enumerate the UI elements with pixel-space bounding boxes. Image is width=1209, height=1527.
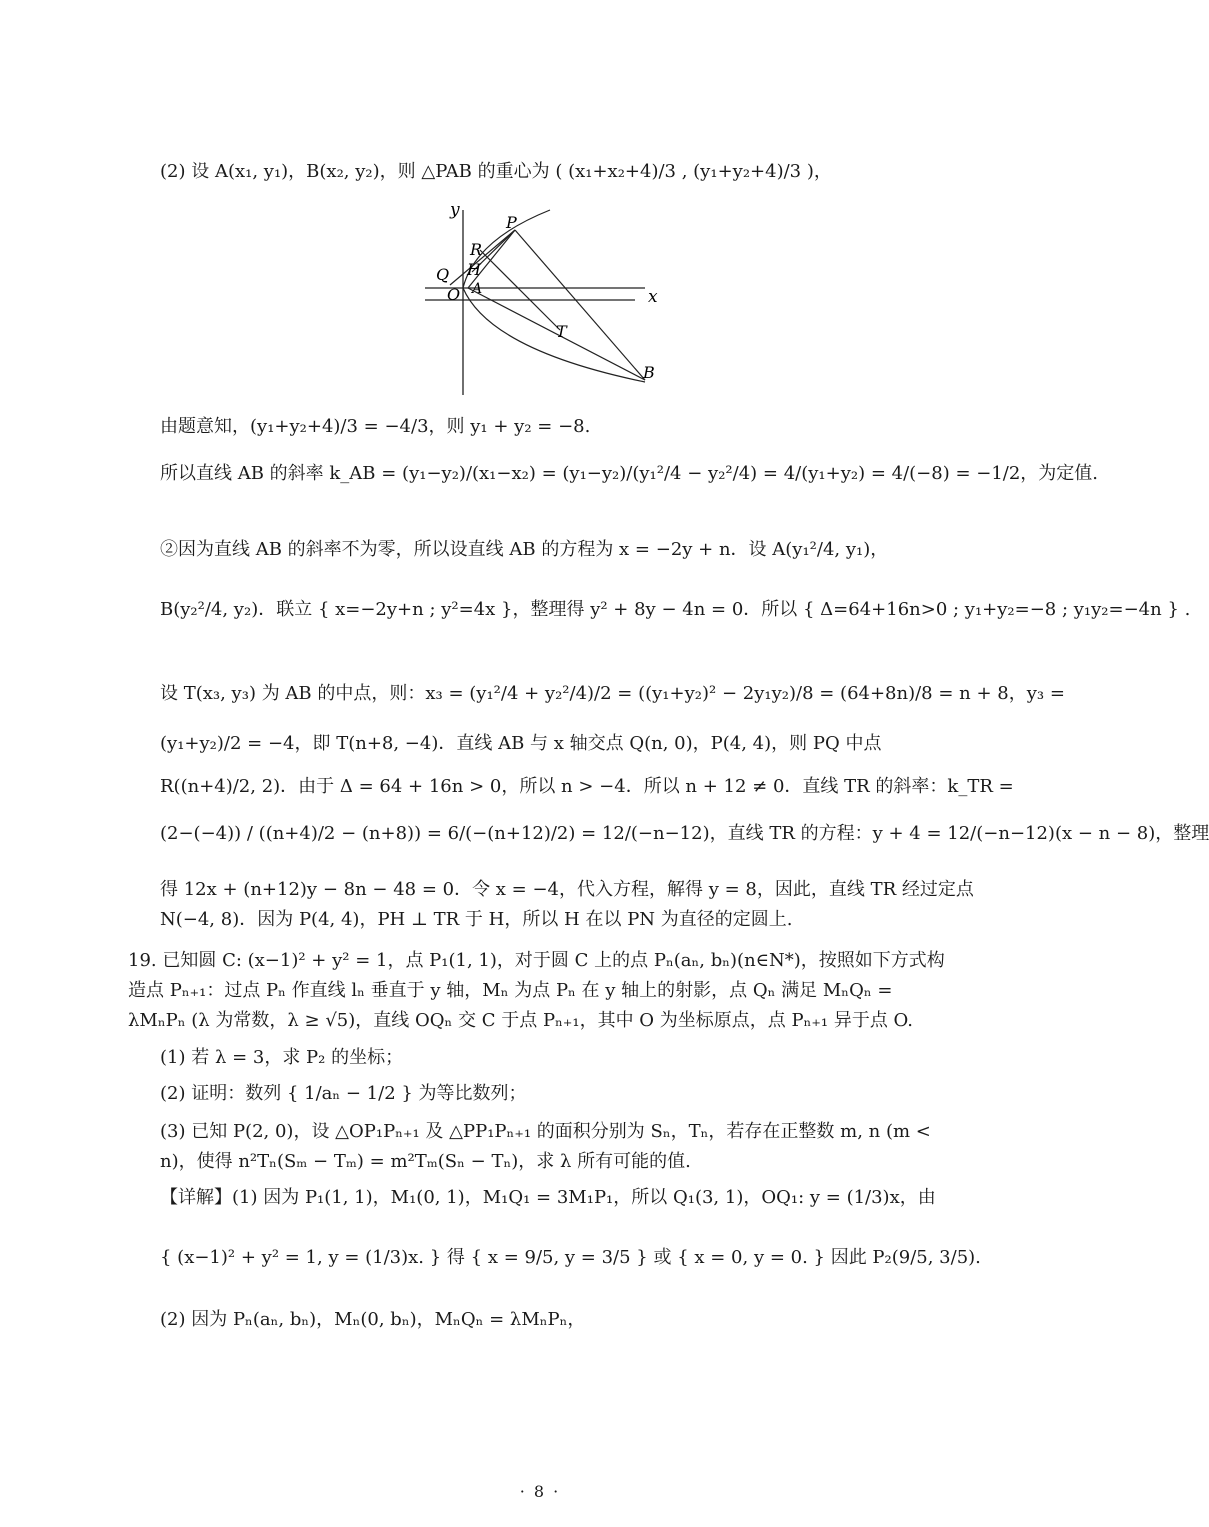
label-H: H (467, 260, 481, 279)
solution-line-1: (2) 设 A(x₁, y₁)，B(x₂, y₂)，则 △PAB 的重心为 ( (x₁+x₂+4)/3 , (y₁+y₂+4)/3 )， (160, 161, 832, 182)
solution-line-11: N(−4, 8)．因为 P(4, 4)，PH ⊥ TR 于 H，所以 H 在以 PN 为直径的定圆上. (160, 909, 793, 930)
label-O: O (447, 285, 461, 304)
solution-line-8: R((n+4)/2, 2)．由于 Δ = 64 + 16n > 0，所以 n > −4．所以 n + 12 ≠ 0．直线 TR 的斜率：k_TR = (160, 776, 1014, 797)
parabola-lower (463, 288, 645, 382)
solution-line-3: 所以直线 AB 的斜率 k_AB = (y₁−y₂)/(x₁−x₂) = (y₁−y₂)/(y₁²/4 − y₂²/4) = 4/(y₁+y₂) = 4/(−8) = −1/2，为定值. (160, 463, 1099, 484)
solution-19-part2: (2) 因为 Pₙ(aₙ, bₙ)，Mₙ(0, bₙ)，MₙQₙ = λMₙPₙ， (160, 1309, 586, 1330)
label-B: B (643, 363, 655, 382)
solution-line-6: 设 T(x₃, y₃) 为 AB 的中点，则：x₃ = (y₁²/4 + y₂²/4)/2 = ((y₁+y₂)² − 2y₁y₂)/8 = (64+8n)/8 = n + 8，y₃ = (160, 683, 1065, 704)
label-y: y (450, 200, 460, 220)
solution-19-part1b: { (x−1)² + y² = 1, y = (1/3)x. } 得 { x = 9/5, y = 3/5 } 或 { x = 0, y = 0. } 因此 P₂(9/5, 3/5). (160, 1247, 981, 1268)
label-T: T (556, 322, 567, 341)
parabola-figure (420, 200, 680, 400)
solution-line-9: (2−(−4)) / ((n+4)/2 − (n+8)) = 6/(−(n+12)/2) = 12/(−n−12)，直线 TR 的方程：y + 4 = 12/(−n−12)(x − n − 8)，整理 (160, 823, 1209, 844)
label-P: P (506, 213, 517, 232)
solution-line-2: 由题意知，(y₁+y₂+4)/3 = −4/3，则 y₁ + y₂ = −8. (160, 416, 591, 437)
label-x: x (648, 287, 658, 307)
question-19-part2: (2) 证明：数列 { 1/aₙ − 1/2 } 为等比数列； (160, 1083, 527, 1104)
solution-line-10: 得 12x + (n+12)y − 8n − 48 = 0．令 x = −4，代入方程，解得 y = 8，因此，直线 TR 经过定点 (160, 879, 974, 900)
solution-line-5: B(y₂²/4, y₂)．联立 { x=−2y+n ; y²=4x }，整理得 y² + 8y − 4n = 0．所以 { Δ=64+16n>0 ; y₁+y₂=−8 ; y₁y₂=−4n } . (160, 599, 1191, 620)
label-R: R (470, 240, 483, 259)
question-19-stem: 19. 已知圆 C: (x−1)² + y² = 1，点 P₁(1, 1)，对于圆 C 上的点 Pₙ(aₙ, bₙ)(n∈N*)，按照如下方式构造点 Pₙ₊₁：过点 Pₙ 作直线 lₙ 垂直于 y 轴，Mₙ 为点 Pₙ 在 y 轴上的射影，点 Qₙ 满足 MₙQₙ = λMₙPₙ (λ 为常数，λ ≥ √5)，直线 OQₙ 交 C 于点 Pₙ₊₁，其中 O 为坐标原点，点 Pₙ₊₁ 异于点 O. (128, 950, 945, 1031)
line-PQ (450, 230, 515, 285)
line-RT (480, 250, 560, 330)
label-A: A (472, 281, 483, 297)
solution-line-7: (y₁+y₂)/2 = −4，即 T(n+8, −4)．直线 AB 与 x 轴交点 Q(n, 0)，P(4, 4)，则 PQ 中点 (160, 733, 882, 754)
label-Q: Q (436, 265, 450, 284)
line-PA (468, 230, 515, 288)
solution-19-part1: 【详解】(1) 因为 P₁(1, 1)，M₁(0, 1)，M₁Q₁ = 3M₁P₁，所以 Q₁(3, 1)，OQ₁: y = (1/3)x，由 (160, 1187, 936, 1208)
question-19-part3: (3) 已知 P(2, 0)，设 △OP₁Pₙ₊₁ 及 △PP₁Pₙ₊₁ 的面积分别为 Sₙ，Tₙ，若存在正整数 m, n (m < n)，使得 n²Tₙ(Sₘ − Tₘ) = m²Tₘ(Sₙ − Tₙ)，求 λ 所有可能的值. (160, 1121, 931, 1172)
page-number: · 8 · (519, 1482, 561, 1501)
question-19-part1: (1) 若 λ = 3，求 P₂ 的坐标； (160, 1047, 404, 1068)
solution-line-4: ②因为直线 AB 的斜率不为零，所以设直线 AB 的方程为 x = −2y + n．设 A(y₁²/4, y₁)， (160, 539, 889, 560)
